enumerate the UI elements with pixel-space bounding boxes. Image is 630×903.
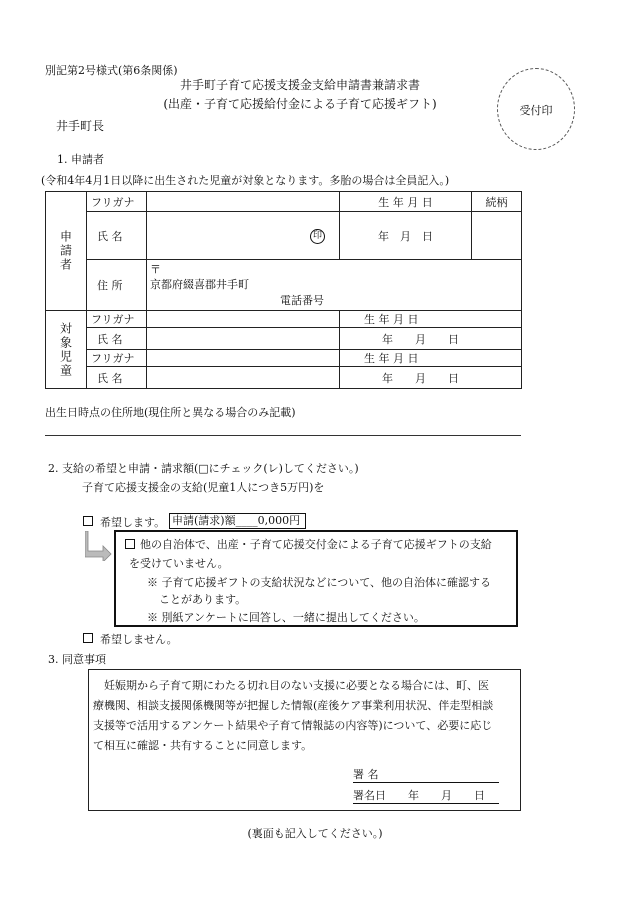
- child2-birth-header: 生 年 月 日: [340, 350, 522, 367]
- child1-birth-header: 生 年 月 日: [340, 311, 522, 328]
- applicant-name-field[interactable]: [147, 212, 340, 260]
- section2-heading: 2. 支給の希望と申請・請求額(□にチェック(レ)してください。): [48, 462, 359, 475]
- other-line2: を受けていません。: [129, 557, 229, 570]
- no-wish-checkbox[interactable]: [83, 633, 93, 643]
- footer-note: (裏面も記入してください。): [247, 827, 383, 840]
- signature-field[interactable]: [353, 766, 499, 783]
- section2-sub: 子育て応援支援金の支給(児童1人につき5万円)を: [82, 481, 325, 494]
- phone-label: 電話番号: [280, 294, 324, 307]
- consent-line3: 支援等で活用するアンケート結果や子育て情報誌の内容等)について、必要に応じ: [93, 719, 493, 732]
- child1-name-field[interactable]: [147, 328, 340, 350]
- seal-mark: 印: [310, 229, 325, 244]
- amount-field[interactable]: 申請(請求)額____0,000円: [169, 513, 306, 529]
- child-label: 対象児童: [58, 321, 73, 378]
- applicant-table: [45, 191, 522, 389]
- birth-header: 生 年 月 日: [340, 192, 472, 212]
- section3-heading: 3. 同意事項: [48, 653, 106, 666]
- form-subtitle: (出産・子育て応援給付金による子育て応援ギフト): [163, 97, 437, 111]
- wish-label: 希望します。: [100, 516, 166, 529]
- child2-name-label: 氏 名: [87, 367, 147, 389]
- no-wish-label: 希望しません。: [100, 633, 178, 646]
- other-municipality-checkbox[interactable]: [125, 539, 135, 549]
- child2-name-field[interactable]: [147, 367, 340, 389]
- section1-note: (令和4年4月1日以降に出生された児童が対象となります。多胎の場合は全員記入。): [41, 174, 450, 187]
- child2-furigana-label: フリガナ: [87, 350, 147, 367]
- applicant-furigana-field[interactable]: [147, 192, 340, 212]
- child2-furigana-field[interactable]: [147, 350, 340, 367]
- applicant-label: 申請者: [58, 230, 73, 272]
- birth-address-note: 出生日時点の住所地(現住所と異なる場合のみ記載): [45, 406, 296, 419]
- child-label-cell: [46, 311, 87, 389]
- note1-line2: ことがあります。: [159, 593, 247, 606]
- signature-date-label: 署名日 年 月 日: [353, 787, 499, 804]
- section1-heading: 1. 申請者: [57, 153, 104, 166]
- applicant-label-cell: [46, 192, 87, 311]
- address-value: 京都府綴喜郡井手町: [150, 278, 249, 291]
- name-label: 氏 名: [87, 212, 147, 260]
- wish-checkbox[interactable]: [83, 516, 93, 526]
- address-label: 住 所: [87, 260, 147, 311]
- furigana-label: フリガナ: [87, 192, 147, 212]
- note1-line1: ※ 子育て応援ギフトの支給状況などについて、他の自治体に確認する: [147, 576, 492, 589]
- form-title: 井手町子育て応援支援金支給申請書兼請求書: [179, 78, 420, 92]
- consent-line4: て相互に確認・共有することに同意します。: [93, 739, 313, 752]
- child1-birth-field[interactable]: 年 月 日: [340, 328, 522, 350]
- relation-header: 続柄: [472, 192, 522, 212]
- arrow-icon: [85, 531, 115, 561]
- other-municipality-box: [114, 530, 518, 627]
- signature-date-field[interactable]: [353, 787, 499, 804]
- consent-line2: 療機関、相談支援関係機関等が把握した情報(産後ケア事業利用状況、伴走型相談: [93, 699, 494, 712]
- signature-label: 署 名: [353, 766, 499, 783]
- consent-box: [88, 669, 521, 811]
- child1-furigana-label: フリガナ: [87, 311, 147, 328]
- address-field[interactable]: [147, 260, 522, 311]
- form-number: 別記第2号様式(第6条関係): [45, 64, 178, 77]
- child1-name-label: 氏 名: [87, 328, 147, 350]
- reception-stamp-area: [497, 68, 575, 150]
- consent-line1: 妊娠期から子育て期にわたる切れ目のない支援に必要となる場合には、町、医: [104, 679, 489, 692]
- postal-mark: 〒: [150, 263, 161, 276]
- birth-address-line[interactable]: [45, 435, 521, 436]
- other-line1: 他の自治体で、出産・子育て応援交付金による子育て応援ギフトの支給: [140, 538, 492, 551]
- child2-birth-field[interactable]: 年 月 日: [340, 367, 522, 389]
- applicant-birth-field[interactable]: 年 月 日: [340, 212, 472, 260]
- recipient: 井手町長: [56, 119, 105, 133]
- applicant-relation-field[interactable]: [472, 212, 522, 260]
- stamp-label: 受付印: [519, 104, 553, 117]
- note2: ※ 別紙アンケートに回答し、一緒に提出してください。: [147, 611, 425, 624]
- child1-furigana-field[interactable]: [147, 311, 340, 328]
